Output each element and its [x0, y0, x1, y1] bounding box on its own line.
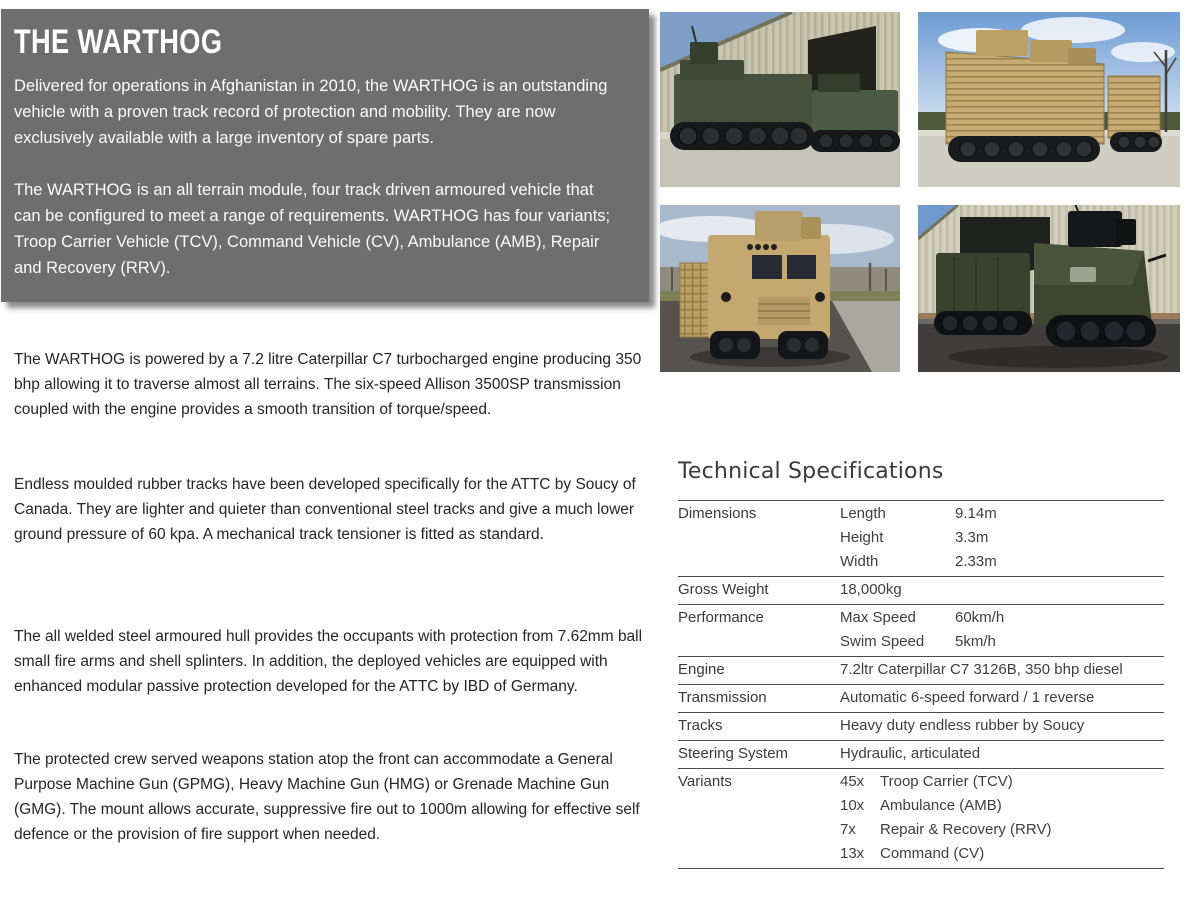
spec-line	[840, 842, 1164, 866]
spec-sub-label: Height	[840, 529, 884, 546]
spec-label: Gross Weight	[678, 581, 769, 598]
spec-label: Tracks	[678, 717, 723, 734]
spec-value: 18,000kg	[840, 581, 902, 598]
spec-line	[840, 770, 1164, 794]
spec-value: Automatic 6-speed forward / 1 reverse	[840, 689, 1095, 706]
spec-values	[840, 770, 1164, 866]
tan-vehicle-front-illustration	[660, 205, 900, 372]
photo-tan-vehicles-row	[918, 12, 1180, 187]
spec-row	[678, 500, 1164, 576]
spec-values	[840, 714, 1164, 738]
spec-label: Dimensions	[678, 505, 757, 522]
spec-value: 9.14m	[955, 505, 997, 522]
spec-value: 3.3m	[955, 529, 989, 546]
body-paragraph-weapons: The protected crew served weapons station atop the front can accommodate a General Purpose Machine Gun (GPMG), Heavy Machine Gun (HMG) or Grenade Machine Gun (GMG). The mount allows accurate, suppressive fire out to 1000m allowing for effective self defence or the provision of fire support when needed.	[14, 751, 640, 843]
photo-green-vehicle-building	[918, 205, 1180, 372]
spec-sub-label: Length	[840, 505, 886, 522]
spec-line	[840, 502, 1164, 526]
spec-row	[678, 576, 1164, 604]
spec-label: Performance	[678, 609, 764, 626]
spec-values	[840, 578, 1164, 602]
spec-value: 60km/h	[955, 609, 1005, 626]
spec-line	[840, 606, 1164, 630]
hero-paragraph-1: Delivered for operations in Afghanistan in 2010, the WARTHOG is an outstanding vehicle with a proven track record of protection and mobility. They are now exclusively available with a large inventory of spare parts.	[14, 77, 608, 147]
spec-label: Variants	[678, 773, 732, 790]
spec-table	[678, 500, 1164, 869]
spec-value: 5km/h	[955, 633, 996, 650]
spec-row	[678, 712, 1164, 740]
hero-panel	[1, 9, 649, 302]
green-vehicle-building-illustration	[918, 205, 1180, 372]
spec-label: Transmission	[678, 689, 767, 706]
spec-values	[840, 742, 1164, 766]
spec-values	[840, 658, 1164, 682]
body-paragraph-armour: The all welded steel armoured hull provides the occupants with protection from 7.62mm ball small fire arms and shell splinters. In addition, the deployed vehicles are equipped with enhanced modular passive protection developed for the ATTC by IBD of Germany.	[14, 628, 643, 695]
spec-value: Ambulance (AMB)	[880, 797, 1002, 814]
spec-line	[840, 578, 1164, 602]
spec-values	[840, 606, 1164, 654]
spec-value: Heavy duty endless rubber by Soucy	[840, 717, 1085, 734]
spec-line	[840, 742, 1164, 766]
spec-line	[840, 714, 1164, 738]
hero-paragraph-2: The WARTHOG is an all terrain module, four track driven armoured vehicle that can be configured to meet a range of requirements. WARTHOG has four variants; Troop Carrier Vehicle (TCV), Command Vehicle (CV), Ambulance (AMB), Repair and Recovery (RRV).	[14, 181, 611, 277]
spec-value: Command (CV)	[880, 845, 985, 862]
spec-sub-label: 45x	[840, 773, 865, 790]
spec-line	[840, 630, 1164, 654]
spec-values	[840, 686, 1164, 710]
spec-row	[678, 768, 1164, 868]
spec-value: 2.33m	[955, 553, 997, 570]
spec-line	[840, 658, 1164, 682]
spec-line	[840, 686, 1164, 710]
spec-value: Hydraulic, articulated	[840, 745, 981, 762]
body-paragraph-tracks: Endless moulded rubber tracks have been developed specifically for the ATTC by Soucy of Canada. They are lighter and quieter than conventional steel tracks and give a much lower ground pressure of 60 kpa. A mechanical track tensioner is fitted as standard.	[14, 476, 636, 543]
spec-row	[678, 684, 1164, 712]
body-paragraph-engine: The WARTHOG is powered by a 7.2 litre Caterpillar C7 turbocharged engine producing 350 bhp allowing it to traverse almost all terrains. The six-speed Allison 3500SP transmission coupled with the engine provides a smooth transition of torque/speed.	[14, 351, 642, 418]
page-title: THE WARTHOG	[14, 23, 223, 61]
spec-line	[840, 550, 1164, 574]
spec-line	[840, 794, 1164, 818]
photo-tan-vehicle-front	[660, 205, 900, 372]
spec-values	[840, 502, 1164, 574]
spec-sub-label: Swim Speed	[840, 633, 925, 650]
spec-sub-label: Width	[840, 553, 879, 570]
spec-row	[678, 656, 1164, 684]
spec-label: Engine	[678, 661, 725, 678]
photo-green-vehicles-depot	[660, 12, 900, 187]
green-vehicles-depot-illustration	[660, 12, 900, 187]
spec-line	[840, 818, 1164, 842]
spec-value: 7.2ltr Caterpillar C7 3126B, 350 bhp diesel	[840, 661, 1123, 678]
spec-sub-label: 7x	[840, 821, 856, 838]
spec-row	[678, 740, 1164, 768]
spec-label: Steering System	[678, 745, 789, 762]
spec-sub-label: 10x	[840, 797, 865, 814]
spec-value: Troop Carrier (TCV)	[880, 773, 1013, 790]
spec-sub-label: Max Speed	[840, 609, 916, 626]
spec-value: Repair & Recovery (RRV)	[880, 821, 1052, 838]
spec-row	[678, 604, 1164, 656]
specs-heading: Technical Specifications	[678, 459, 944, 484]
spec-line	[840, 526, 1164, 550]
tan-vehicles-row-illustration	[918, 12, 1180, 187]
spec-sub-label: 13x	[840, 845, 865, 862]
